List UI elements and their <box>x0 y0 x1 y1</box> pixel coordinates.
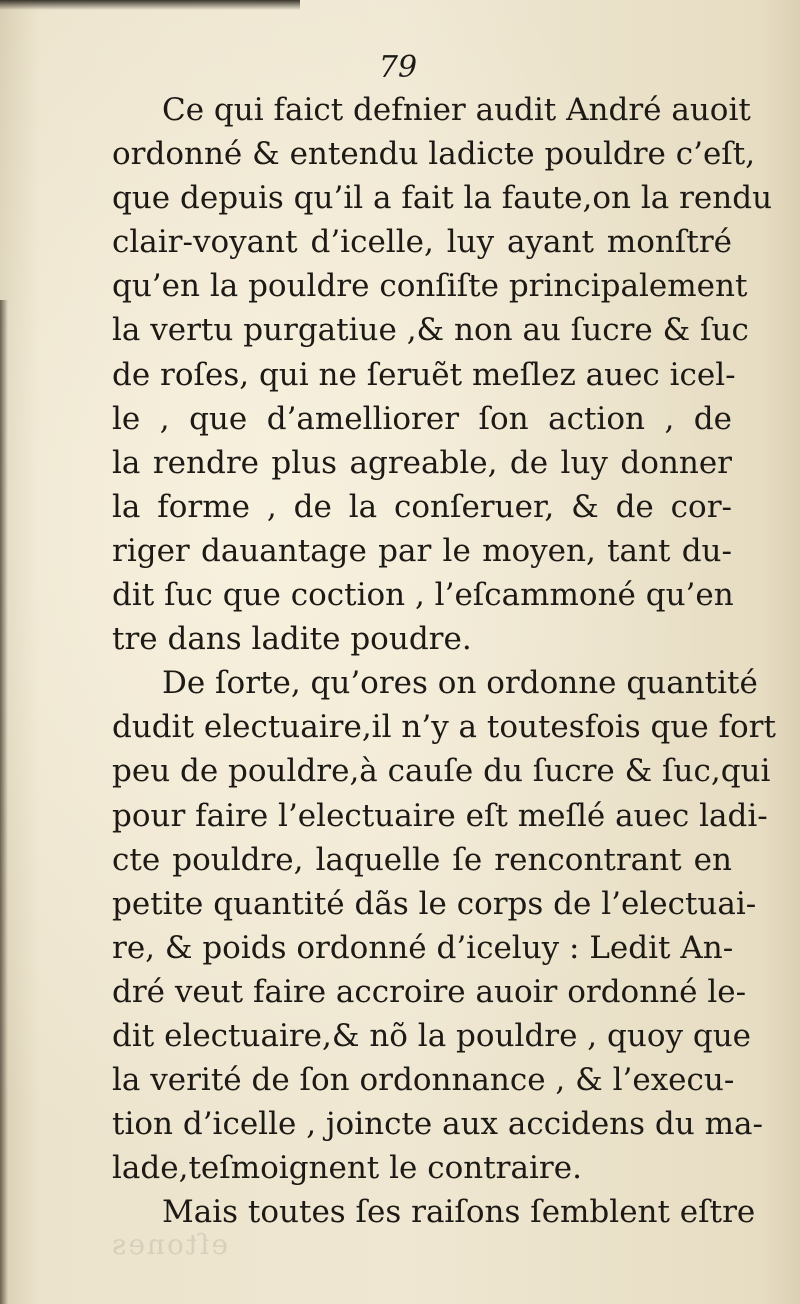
text-line: le , que d’amelliorer ſon action , de <box>112 400 732 437</box>
text-line: tion d’icelle , joincte aux accidens du ma- <box>112 1106 763 1143</box>
text-line: peu de pouldre,à cauſe du ſucre & ſuc,qui <box>112 753 771 790</box>
page-left-edge-shadow <box>0 300 8 1304</box>
body-text <box>112 88 776 1234</box>
text-line: la forme , de la conſeruer, & de cor- <box>112 488 732 525</box>
text-line: de roſes, qui ne ſeruẽt meſlez auec icel- <box>112 356 736 393</box>
text-line: tre dans ladite poudre. <box>112 621 472 658</box>
bleed-through-text: eſtones <box>110 1228 229 1261</box>
page-number: 79 <box>378 50 418 85</box>
text-line: cte pouldre, laquelle ſe rencontrant en <box>112 841 732 878</box>
text-line: petite quantité dãs le corps de l’electuai- <box>112 885 757 922</box>
text-line: la vertu purgatiue ,& non au ſucre & ſuc <box>112 312 749 349</box>
text-line: riger dauantage par le moyen, tant du- <box>112 532 732 569</box>
text-line: qu’en la pouldre conſiſte principalement <box>112 268 748 305</box>
text-line: Mais toutes ſes raiſons ſemblent eſtre <box>162 1194 756 1231</box>
page-top-edge-shadow <box>0 0 300 10</box>
text-line: dit ſuc que coction , l’eſcammoné qu’en <box>112 577 734 614</box>
text-line: clair-voyant d’icelle, luy ayant monſtré <box>112 224 732 261</box>
text-line: dré veut faire accroire auoir ordonné le- <box>112 973 747 1010</box>
text-line: De ſorte, qu’ores on ordonne quantité <box>162 665 758 702</box>
text-line: la rendre plus agreable, de luy donner <box>112 444 732 481</box>
text-line: lade,teſmoignent le contraire. <box>112 1150 582 1187</box>
text-line: pour faire l’electuaire eſt meſlé auec ladi- <box>112 797 768 834</box>
text-line: dudit electuaire,il n’y a toutesfois que fort <box>112 709 776 746</box>
text-line: que depuis qu’il a fait la faute,on la rendu <box>112 180 773 217</box>
text-line: ordonné & entendu ladicte pouldre c’eſt, <box>112 136 756 173</box>
text-line: Ce qui faict defnier audit André auoit <box>162 92 751 128</box>
text-line: re, & poids ordonné d’iceluy : Ledit An- <box>112 929 734 966</box>
text-line: la verité de ſon ordonnance , & l’execu- <box>112 1062 735 1099</box>
text-line: dit electuaire,& nõ la pouldre , quoy que <box>112 1017 752 1054</box>
